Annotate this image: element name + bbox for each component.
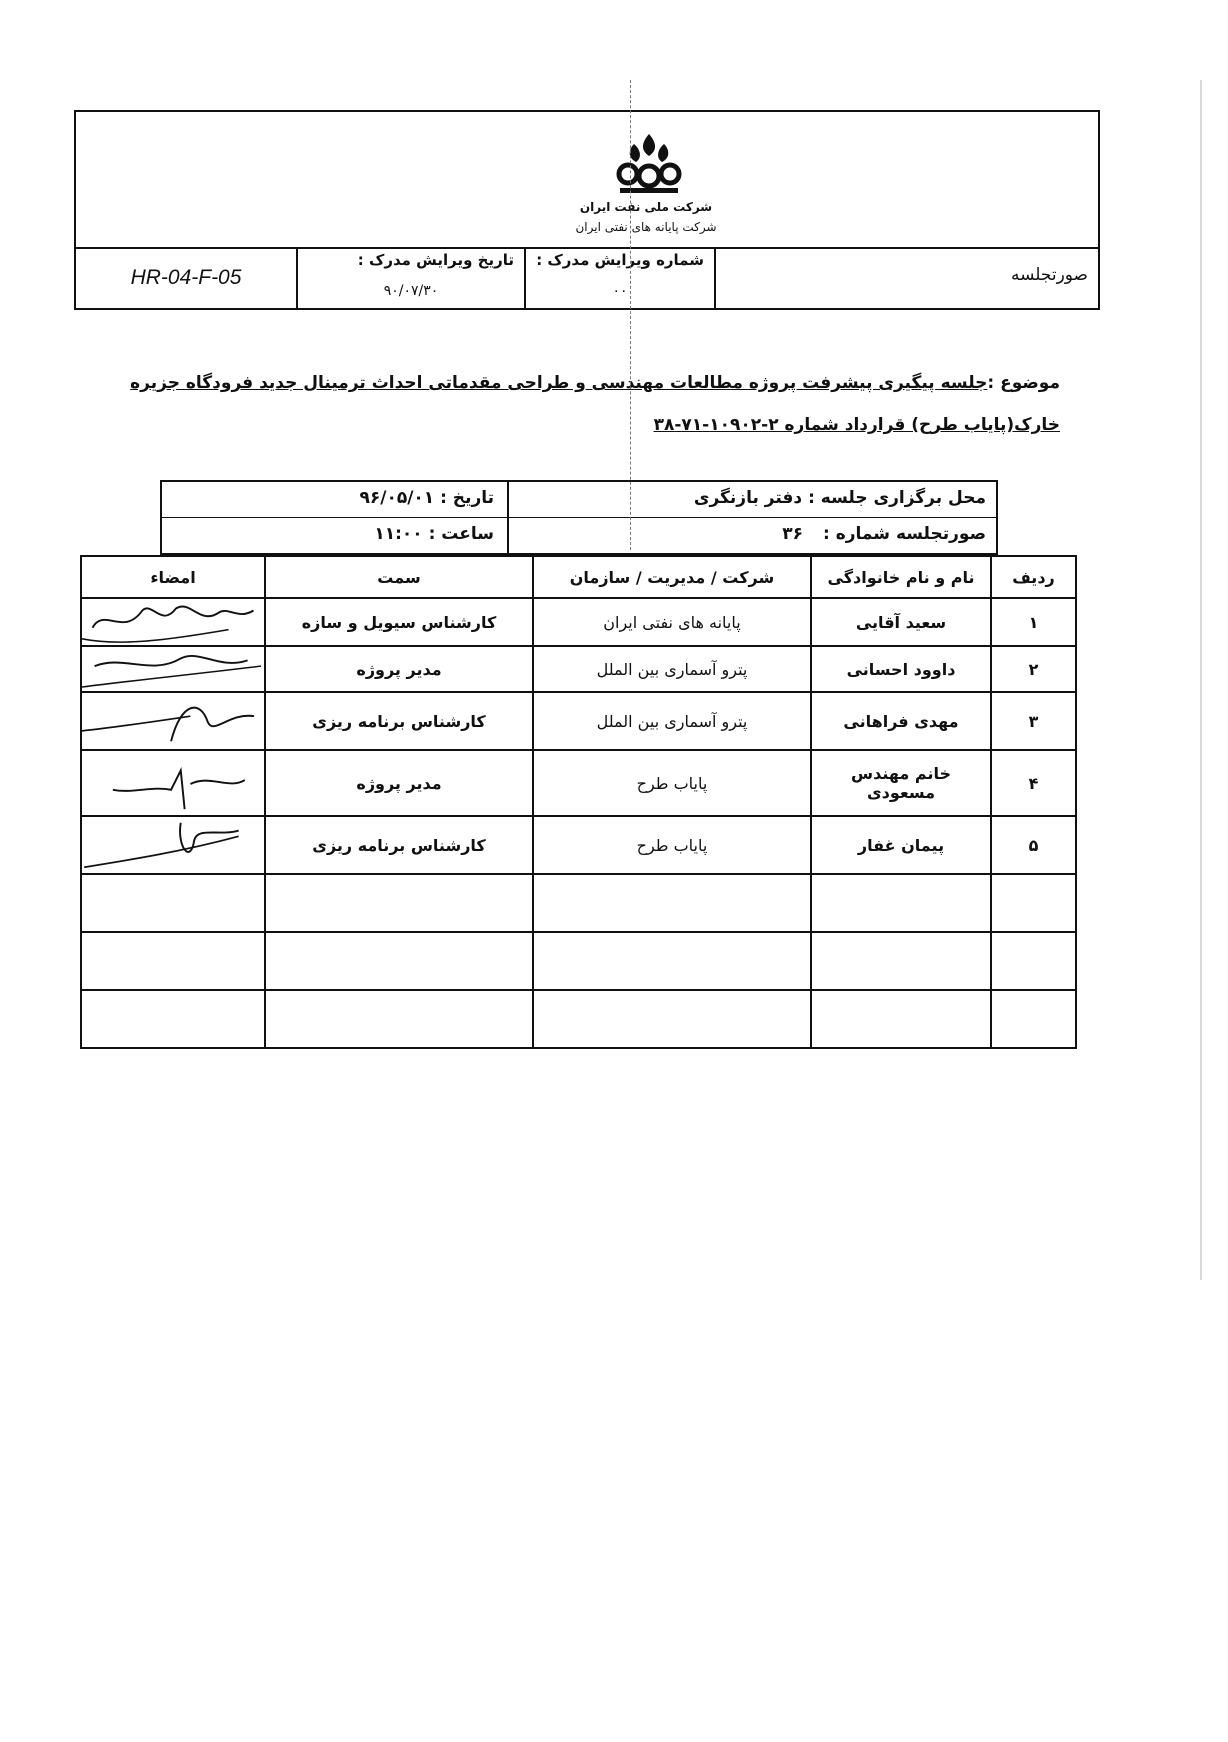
position-cell: کارشناس برنامه ریزی xyxy=(265,692,533,750)
company-cell: پایاب طرح xyxy=(533,816,811,874)
empty-row xyxy=(81,874,1076,932)
nioc-logo-icon xyxy=(614,130,684,200)
table-row xyxy=(81,816,1076,874)
subject-text-2: خارک(پایاب طرح) قرارداد شماره ۲-۱۰۹۰۲-۷۱-۳۸ xyxy=(653,415,1060,435)
header-name: نام و نام خانوادگی xyxy=(811,556,991,598)
row-number-cell: ۵ xyxy=(991,816,1076,874)
signature-image xyxy=(82,647,264,691)
company-cell: پایانه های نفتی ایران xyxy=(533,598,811,646)
fold-line xyxy=(630,80,631,550)
document-header xyxy=(74,110,1100,310)
table-header-row xyxy=(81,556,1076,598)
rev-date-label: تاریخ ویرایش مدرک : xyxy=(357,251,514,269)
meeting-info-box xyxy=(160,480,998,555)
company-cell: پترو آسماری بین الملل xyxy=(533,692,811,750)
position-cell: مدیر پروژه xyxy=(265,750,533,816)
position-cell: کارشناس سیویل و سازه xyxy=(265,598,533,646)
subject-line-1 xyxy=(130,362,1060,404)
name-cell: مهدی فراهانی xyxy=(811,692,991,750)
name-cell: داوود احسانی xyxy=(811,646,991,692)
signature-image xyxy=(82,817,264,873)
rev-date-cell xyxy=(298,247,526,308)
time-field xyxy=(374,524,494,544)
number-value: ۳۶ xyxy=(782,524,804,544)
table-row xyxy=(81,646,1076,692)
signature-cell xyxy=(81,692,265,750)
signature-image xyxy=(82,751,264,815)
attendance-table xyxy=(80,555,1077,1049)
number-label: صورتجلسه شماره : xyxy=(822,524,986,544)
org-subname: شرکت پایانه های نفتی ایران xyxy=(575,220,717,234)
number-field xyxy=(782,524,986,544)
rev-no-cell xyxy=(526,247,716,308)
signature-cell xyxy=(81,816,265,874)
info-divider xyxy=(162,517,996,518)
date-field xyxy=(359,488,494,508)
place-label: محل برگزاری جلسه : xyxy=(808,488,986,508)
name-cell: سعید آقایی xyxy=(811,598,991,646)
subject-label: موضوع : xyxy=(987,373,1060,393)
signature-image xyxy=(82,693,264,749)
org-name: شرکت ملی نفت ایران xyxy=(579,200,713,214)
name-cell: پیمان غفار xyxy=(811,816,991,874)
row-number-cell: ۴ xyxy=(991,750,1076,816)
company-cell: پایاب طرح xyxy=(533,750,811,816)
header-row-no: ردیف xyxy=(991,556,1076,598)
signature-cell xyxy=(81,646,265,692)
subject-text-1: جلسه پیگیری پیشرفت پروژه مطالعات مهندسی و طراحی مقدماتی احداث ترمینال جدید فرودگاه جزیره xyxy=(130,373,988,393)
header-company: شرکت / مدیریت / سازمان xyxy=(533,556,811,598)
row-number-cell: ۱ xyxy=(991,598,1076,646)
scan-edge xyxy=(1200,80,1202,1280)
rev-date-value: ۹۰/۰۷/۳۰ xyxy=(383,283,439,299)
time-label: ساعت : xyxy=(428,524,494,544)
doc-type-cell xyxy=(716,247,1098,308)
company-cell: پترو آسماری بین الملل xyxy=(533,646,811,692)
doc-code: HR-04-F-05 xyxy=(76,247,298,308)
empty-row xyxy=(81,990,1076,1048)
time-value: ۱۱:۰۰ xyxy=(374,524,423,544)
position-cell: کارشناس برنامه ریزی xyxy=(265,816,533,874)
position-cell: مدیر پروژه xyxy=(265,646,533,692)
place-field xyxy=(694,488,986,508)
doc-type: صورتجلسه xyxy=(1010,265,1088,285)
signature-cell xyxy=(81,750,265,816)
table-row xyxy=(81,598,1076,646)
rev-no-label: شماره ویرایش مدرک : xyxy=(536,251,704,269)
table-row xyxy=(81,692,1076,750)
date-label: تاریخ : xyxy=(440,488,494,508)
rev-no-value: ۰۰ xyxy=(612,283,628,299)
name-cell: خانم مهندس مسعودی xyxy=(811,750,991,816)
place-value: دفتر بازنگری xyxy=(693,488,803,508)
header-signature: امضاء xyxy=(81,556,265,598)
date-value: ۹۶/۰۵/۰۱ xyxy=(359,488,435,508)
header-logo-area xyxy=(76,112,1098,249)
subject-line-2 xyxy=(130,404,1060,446)
header-meta-row xyxy=(76,247,1098,308)
row-number-cell: ۳ xyxy=(991,692,1076,750)
empty-row xyxy=(81,932,1076,990)
signature-image xyxy=(82,599,264,645)
row-number-cell: ۲ xyxy=(991,646,1076,692)
subject xyxy=(130,362,1060,446)
table-row xyxy=(81,750,1076,816)
signature-cell xyxy=(81,598,265,646)
header-position: سمت xyxy=(265,556,533,598)
